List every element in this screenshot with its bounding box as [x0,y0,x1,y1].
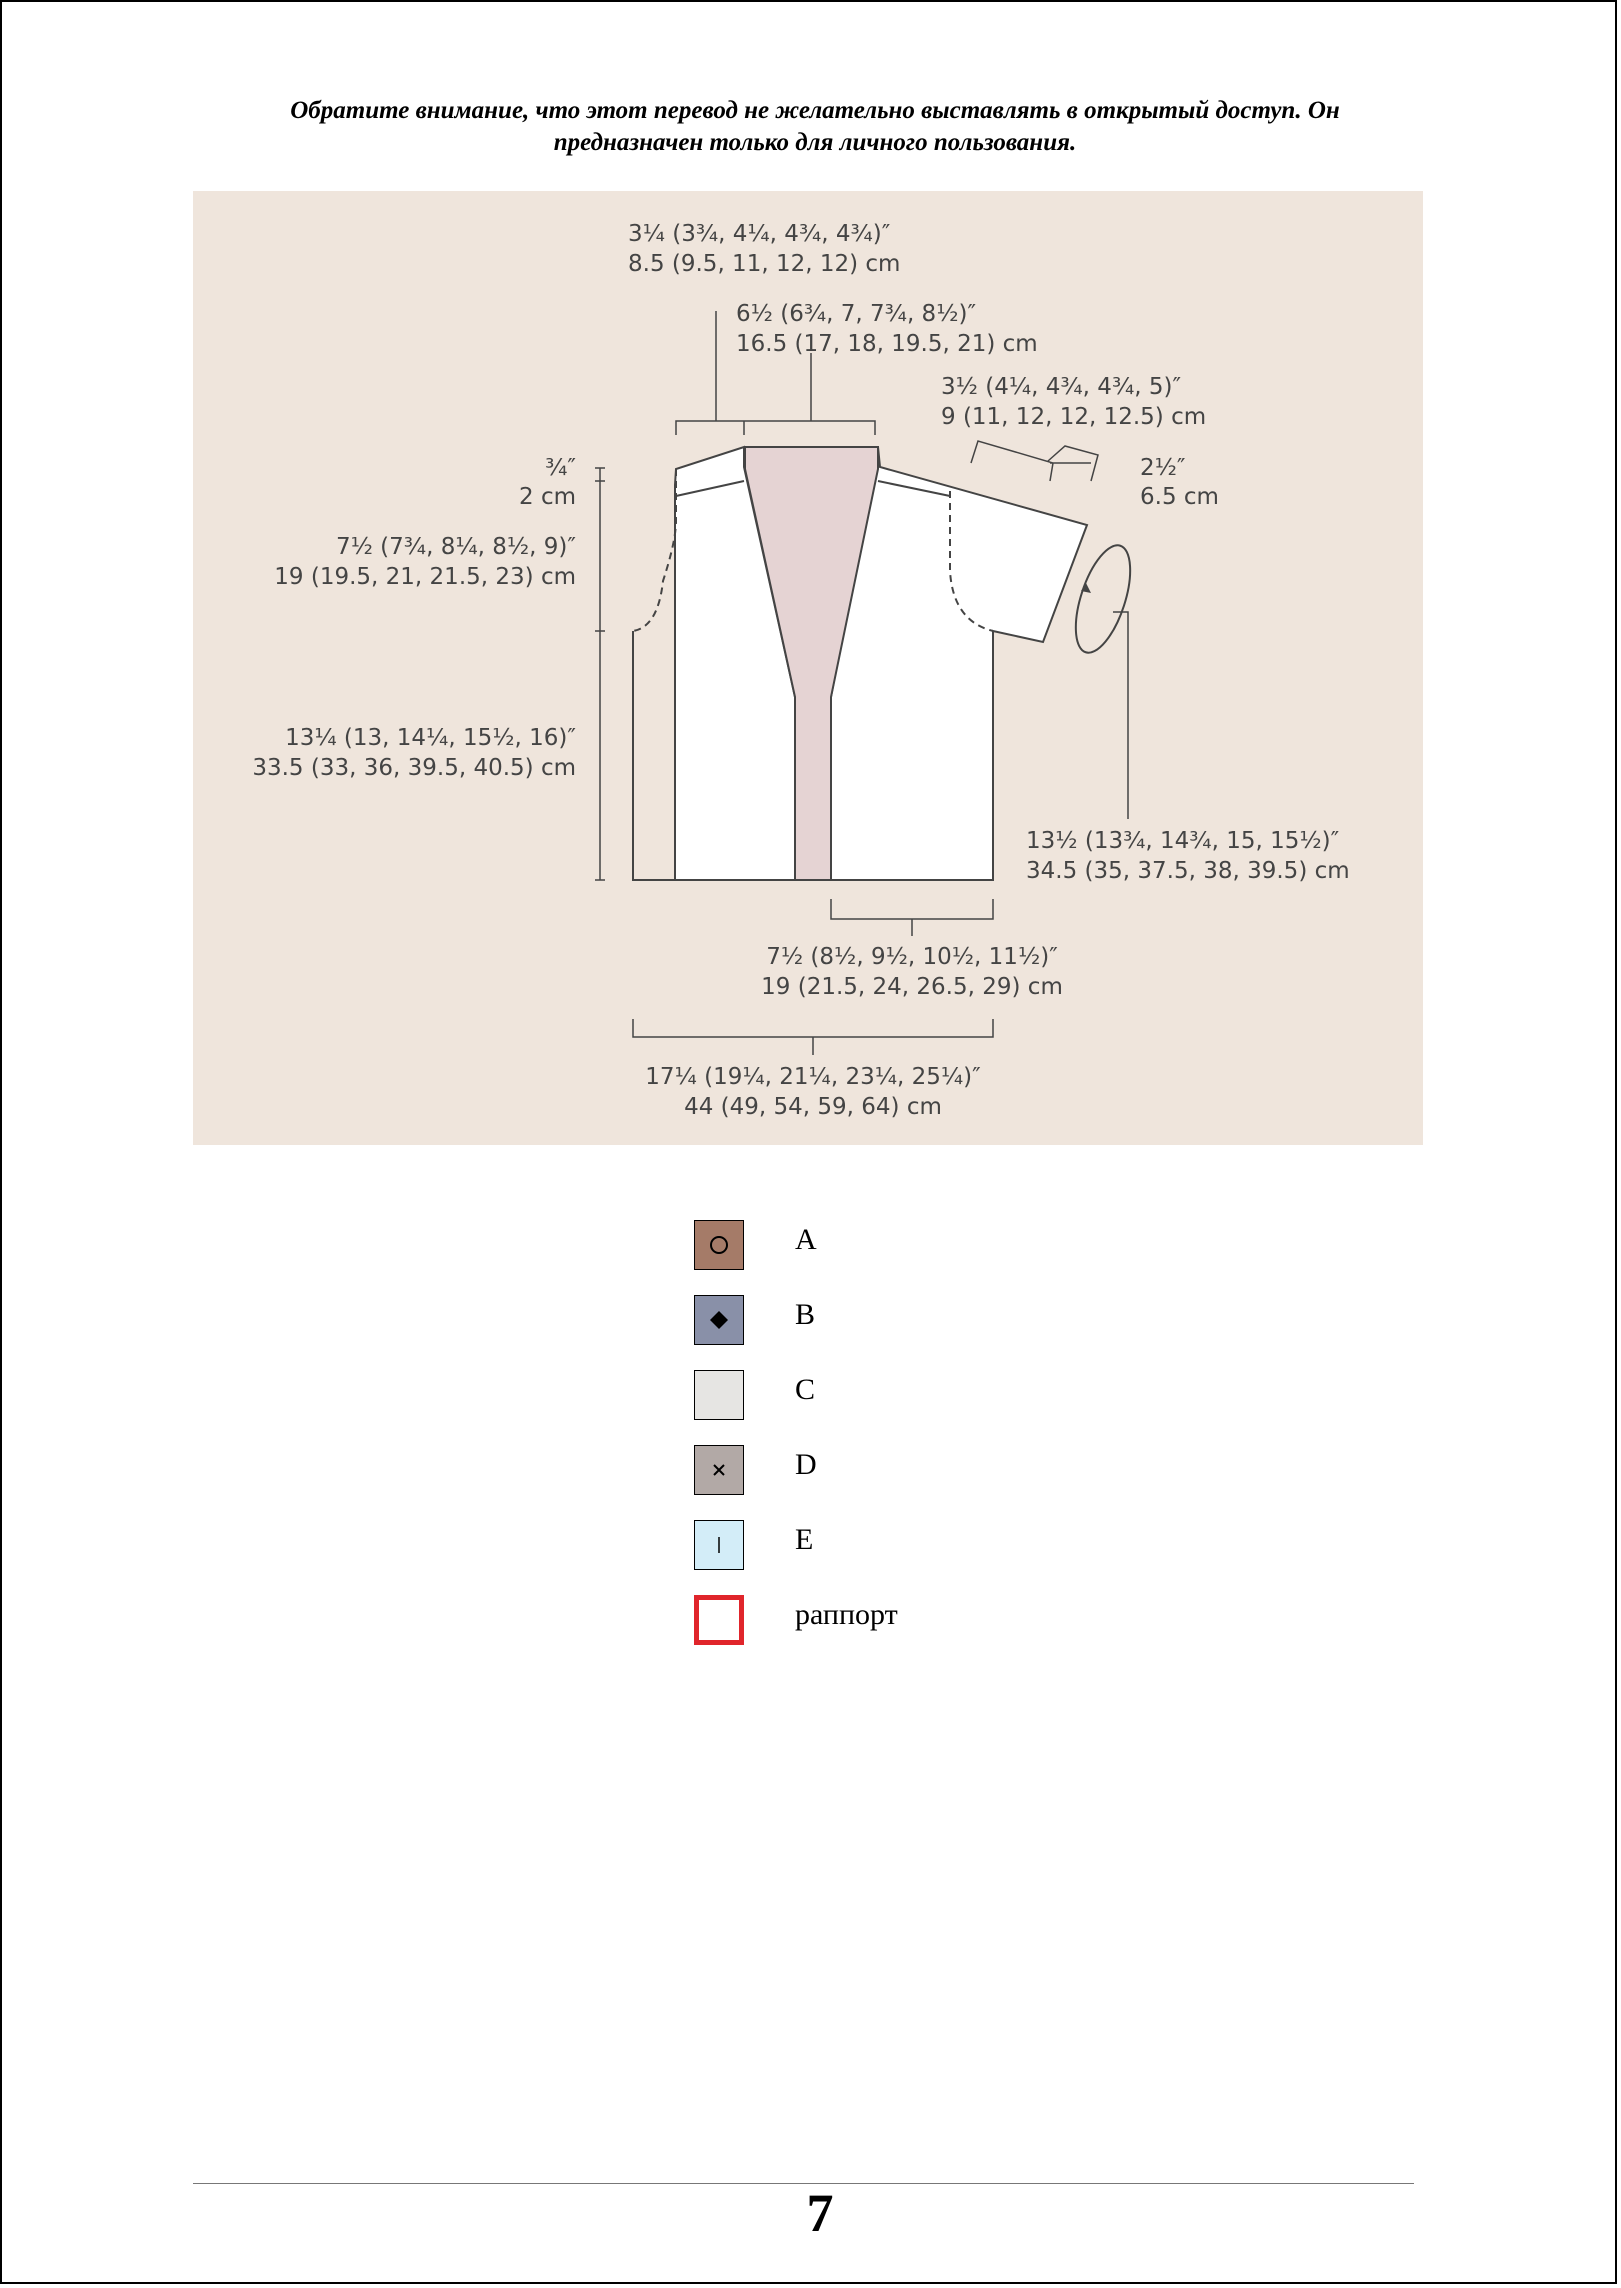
schematic-svg [193,191,1423,1145]
swatch-c [694,1370,744,1420]
circle-icon [707,1233,731,1257]
dim-front-width [831,899,993,936]
legend-item-b [694,1295,1094,1347]
dim-body-width [633,1019,993,1055]
legend-label-d: D [795,1448,817,1481]
cross-icon [707,1458,731,1482]
dim-sleeve-circ [1113,612,1128,819]
label-body-width-cm: 44 (49, 54, 59, 64) cm [684,1094,942,1120]
legend-item-a [694,1220,1094,1272]
label-side-length-cm: 33.5 (33, 36, 39.5, 40.5) cm [252,755,576,781]
label-armhole-in: 7½ (7¾, 8¼, 8½, 9)″ [335,534,576,560]
legend-item-e [694,1520,1094,1572]
swatch-d [694,1445,744,1495]
usage-notice [150,95,1480,159]
swatch-repeat [694,1595,744,1645]
label-shoulder-cm: 16.5 (17, 18, 19.5, 21) cm [736,331,1038,357]
legend-label-b: B [795,1298,816,1331]
label-shoulder-in: 6½ (6¾, 7, 7¾, 8½)″ [736,301,977,327]
label-sleeve-band-cm: 6.5 cm [1140,484,1219,510]
swatch-e [694,1520,744,1570]
diamond-icon [707,1308,731,1332]
legend-label-repeat: раппорт [795,1598,898,1631]
label-back-neck-in: 3¼ (3¾, 4¼, 4¾, 4¾)″ [628,221,891,247]
label-shoulder-drop-cm: 2 cm [519,484,576,510]
swatch-b [694,1295,744,1345]
schematic-diagram [193,191,1423,1145]
label-front-width-cm: 19 (21.5, 24, 26.5, 29) cm [761,974,1063,1000]
label-sleeve-width-in: 3½ (4¼, 4¾, 4¾, 5)″ [941,374,1182,400]
garment-outline [675,447,1087,880]
legend-label-e: E [795,1523,814,1556]
label-sleeve-width-cm: 9 (11, 12, 12, 12.5) cm [941,404,1207,430]
page-number: 7 [806,2183,834,2243]
dim-back-neck [676,311,875,435]
legend-label-a: A [795,1223,817,1256]
label-armhole-cm: 19 (19.5, 21, 21.5, 23) cm [274,564,576,590]
dim-sleeve-width [971,441,1098,481]
label-sleeve-circ-in: 13½ (13¾, 14¾, 15, 15½)″ [1026,828,1340,854]
label-back-neck-cm: 8.5 (9.5, 11, 12, 12) cm [628,251,901,277]
left-armhole-dashed [633,469,676,631]
label-sleeve-circ-cm: 34.5 (35, 37.5, 38, 39.5) cm [1026,858,1350,884]
label-body-width-in: 17¼ (19¼, 21¼, 23¼, 25¼)″ [645,1064,981,1090]
swatch-a [694,1220,744,1270]
notice-line-1: Обратите внимание, что этот перевод не желательно выставлять в открытый доступ. Он [290,97,1340,124]
left-side-seam [633,631,675,880]
legend-item-d [694,1445,1094,1497]
label-shoulder-drop-in: ¾″ [545,455,576,481]
dim-shoulder-drop [595,468,605,880]
legend-label-c: C [795,1373,816,1406]
legend-item-repeat [694,1595,1094,1647]
notice-line-2: предназначен только для личного пользования. [553,129,1077,156]
legend-item-c [694,1370,1094,1422]
sleeve-circumference-loop [1065,539,1141,659]
vertical-bar-icon [707,1533,731,1557]
label-side-length-in: 13¼ (13, 14¼, 15½, 16)″ [285,725,576,751]
label-sleeve-band-in: 2½″ [1140,455,1186,481]
label-front-width-in: 7½ (8½, 9½, 10½, 11½)″ [766,944,1058,970]
